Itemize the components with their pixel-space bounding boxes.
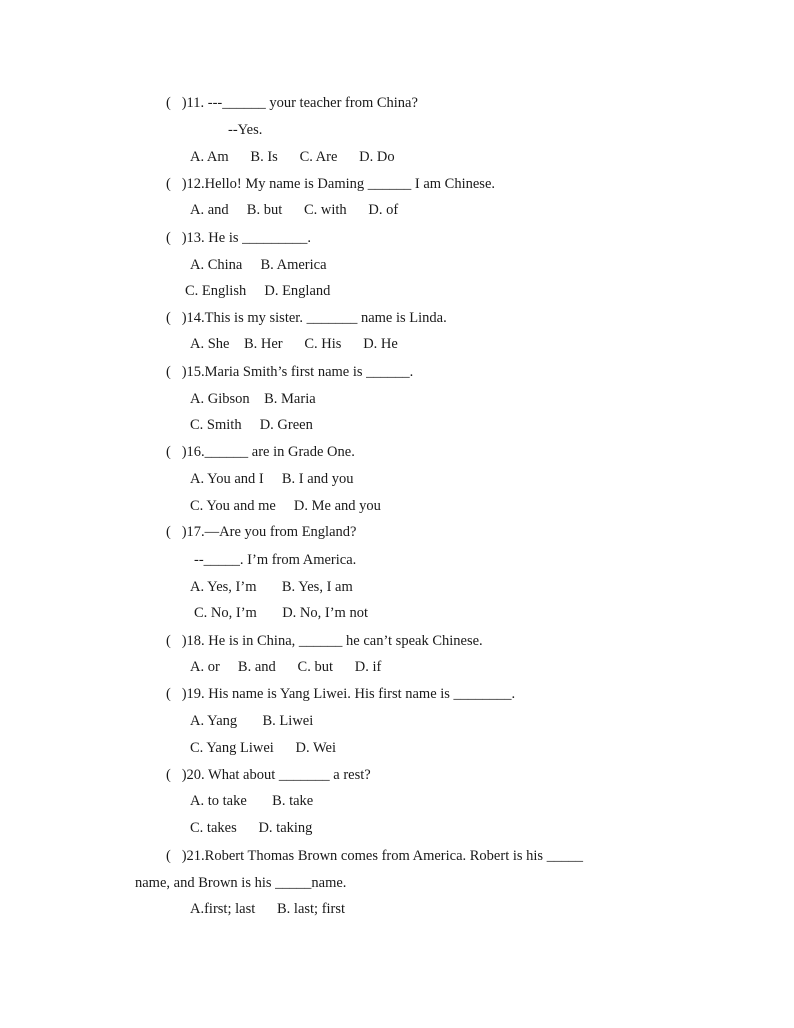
options-17-ab: A. Yes, I’m B. Yes, I am [190, 579, 353, 595]
options-20-cd: C. takes D. taking [190, 820, 313, 836]
options-19-cd: C. Yang Liwei D. Wei [190, 740, 336, 756]
question-13: ( )13. He is _________. [166, 230, 311, 246]
options-16-cd: C. You and me D. Me and you [190, 498, 381, 514]
options-15-cd: C. Smith D. Green [190, 417, 313, 433]
question-16: ( )16.______ are in Grade One. [166, 444, 355, 460]
question-15: ( )15.Maria Smith’s first name is ______. [166, 364, 414, 380]
question-20: ( )20. What about _______ a rest? [166, 767, 371, 783]
options-21: A.first; last B. last; first [190, 901, 346, 917]
question-18: ( )18. He is in China, ______ he can’t speak Chinese. [166, 633, 483, 649]
options-19-ab: A. Yang B. Liwei [190, 713, 314, 729]
question-21: ( )21.Robert Thomas Brown comes from America. Robert is his _____ [166, 848, 583, 864]
question-21-continued: name, and Brown is his _____name. [135, 875, 347, 891]
question-11: ( )11. ---______ your teacher from China? [166, 95, 418, 111]
dialogue-answer-17: --_____. I’m from America. [194, 552, 357, 568]
options-13-ab: A. China B. America [190, 257, 327, 273]
options-12: A. and B. but C. with D. of [190, 202, 399, 218]
options-11: A. Am B. Is C. Are D. Do [190, 149, 395, 165]
options-16-ab: A. You and I B. I and you [190, 471, 354, 487]
options-18: A. or B. and C. but D. if [190, 659, 382, 675]
question-17: ( )17.—Are you from England? [166, 524, 357, 540]
options-17-cd: C. No, I’m D. No, I’m not [194, 605, 368, 621]
options-15-ab: A. Gibson B. Maria [190, 391, 316, 407]
question-12: ( )12.Hello! My name is Daming ______ I am Chinese. [166, 176, 496, 192]
question-14: ( )14.This is my sister. _______ name is Linda. [166, 310, 447, 326]
options-20-ab: A. to take B. take [190, 793, 314, 809]
options-13-cd: C. English D. England [185, 283, 331, 299]
question-19: ( )19. His name is Yang Liwei. His first name is ________. [166, 686, 516, 702]
dialogue-answer-11: --Yes. [228, 122, 263, 138]
options-14: A. She B. Her C. His D. He [190, 336, 398, 352]
